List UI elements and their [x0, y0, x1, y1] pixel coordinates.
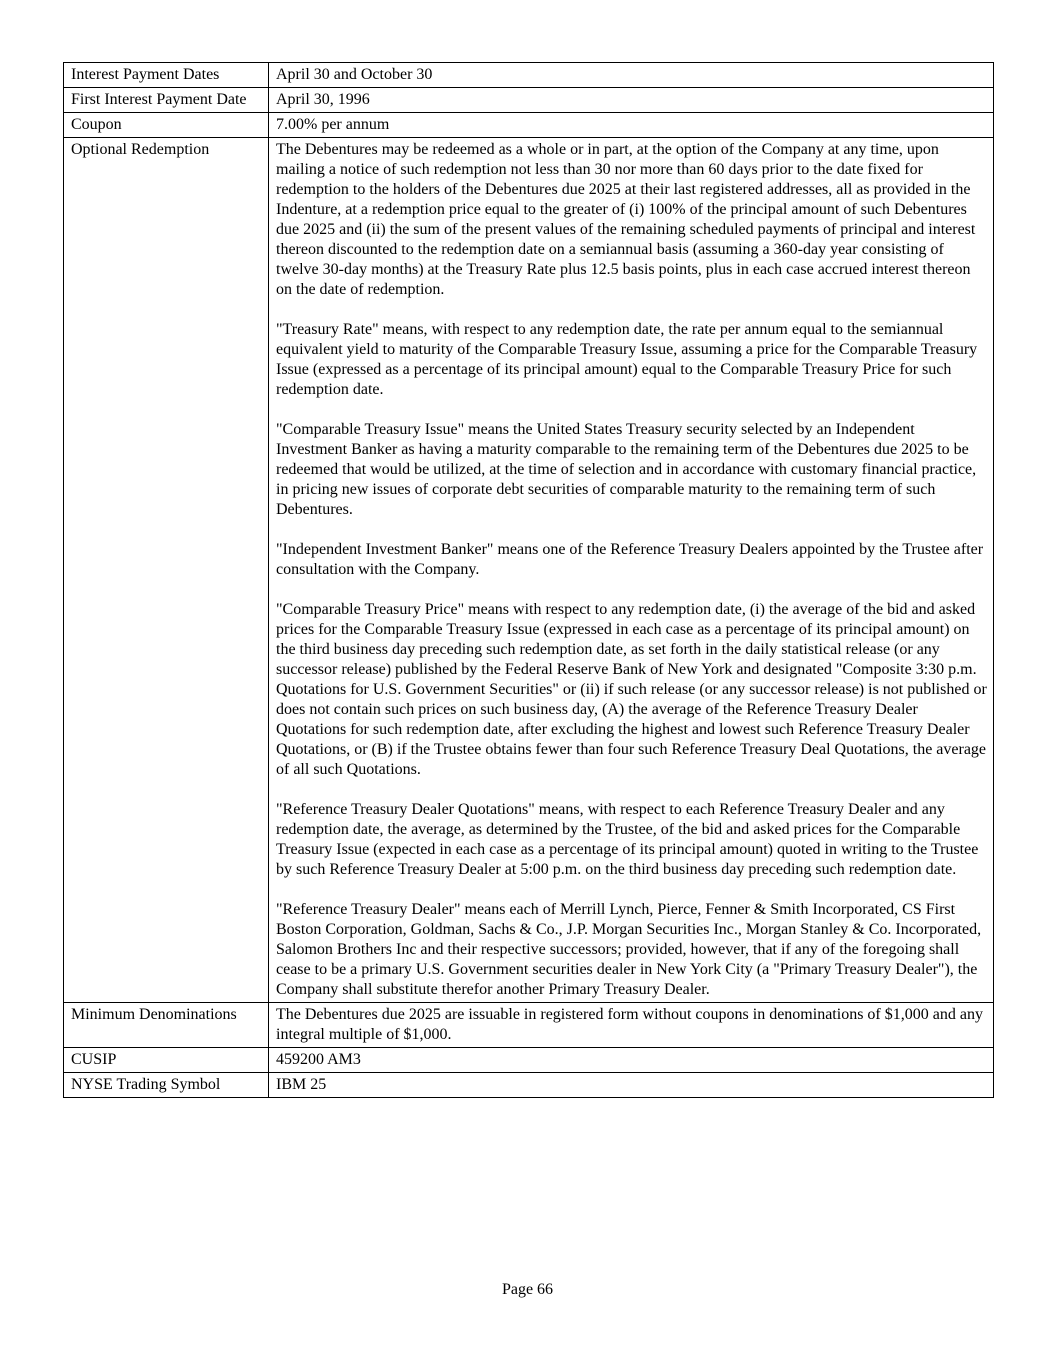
table-row-interest-payment-dates	[64, 63, 994, 88]
table-row-cusip	[64, 1048, 994, 1073]
treasury-rate-definition: "Treasury Rate" means, with respect to any redemption date, the rate per annum equal to the semiannual equivalent yield to maturity of the Comparable Treasury Issue, assuming a price for the Comparable Treasury Issue (expressed as a percentage of its principal amount) equal to the Comparable Treasury Price for such redemption date.	[276, 321, 978, 398]
table-row-optional-redemption	[64, 138, 994, 1003]
row-label: Interest Payment Dates	[64, 63, 269, 88]
table-row-first-interest-payment-date	[64, 88, 994, 113]
row-label: Minimum Denominations	[64, 1003, 269, 1048]
row-value: The Debentures due 2025 are issuable in registered form without coupons in denominations of $1,000 and any integral multiple of $1,000.	[269, 1003, 994, 1048]
row-label: NYSE Trading Symbol	[64, 1073, 269, 1098]
row-value: April 30 and October 30	[269, 63, 994, 88]
row-label: CUSIP	[64, 1048, 269, 1073]
page-number: Page 66	[501, 1281, 554, 1298]
table-row-coupon	[64, 113, 994, 138]
reference-treasury-dealer-quotations-definition: "Reference Treasury Dealer Quotations" means, with respect to each Reference Treasury Dealer and any redemption date, the average, as determined by the Trustee, of the bid and asked prices for the Comparable Treasury Issue (expected in each case as a percentage of its principal amount) quoted in writing to the Trustee by such Reference Treasury Dealer at 5:00 p.m. on the third business day preceding such redemption date.	[276, 801, 979, 878]
comparable-treasury-price-definition: "Comparable Treasury Price" means with respect to any redemption date, (i) the average of the bid and asked prices for the Comparable Treasury Issue (expressed in each case as a percentage of its principal amount) on the third business day preceding such redemption date, as set forth in the daily statistical release (or any successor release) published by the Federal Reserve Bank of New York and designated "Composite 3:30 p.m. Quotations for U.S. Government Securities" or (ii) if such release (or any successor release) is not published or does not contain such prices on such business day, (A) the average of the Reference Treasury Dealer Quotations for such redemption date, after excluding the highest and lowest such Reference Treasury Dealer Quotations, or (B) if the Trustee obtains fewer than four such Reference Treasury Deal Quotations, the average of all such Quotations.	[276, 601, 987, 778]
row-value: 459200 AM3	[269, 1048, 994, 1073]
row-value: IBM 25	[269, 1073, 994, 1098]
reference-treasury-dealer-definition: "Reference Treasury Dealer" means each of Merrill Lynch, Pierce, Fenner & Smith Incorporated, CS First Boston Corporation, Goldman, Sachs & Co., J.P. Morgan Securities Inc., Morgan Stanley & Co. Incorporated, Salomon Brothers Inc and their respective successors; provided, however, that if any of the foregoing shall cease to be a primary U.S. Government securities dealer in New York City (a "Primary Treasury Dealer"), the Company shall substitute therefor another Primary Treasury Dealer.	[276, 901, 982, 998]
table-row-nyse-trading-symbol	[64, 1073, 994, 1098]
row-label: Coupon	[64, 113, 269, 138]
row-value: April 30, 1996	[269, 88, 994, 113]
debenture-terms-table	[63, 62, 994, 1098]
row-value	[269, 138, 994, 1003]
optional-redemption-paragraph: The Debentures may be redeemed as a whole or in part, at the option of the Company at any time, upon mailing a notice of such redemption not less than 30 nor more than 60 days prior to the date fixed for redemption to the holders of the Debentures due 2025 at their last registered addresses, all as provided in the Indenture, at a redemption price equal to the greater of (i) 100% of the principal amount of such Debentures due 2025 and (ii) the sum of the present values of the remaining scheduled payments of principal and interest thereon discounted to the redemption date on a semiannual basis (assuming a 360-day year consisting of twelve 30-day months) at the Treasury Rate plus 12.5 basis points, plus in each case accrued interest thereon on the date of redemption.	[276, 141, 976, 298]
comparable-treasury-issue-definition: "Comparable Treasury Issue" means the United States Treasury security selected by an Independent Investment Banker as having a maturity comparable to the remaining term of the Debentures due 2025 to be redeemed that would be utilized, at the time of selection and in accordance with customary financial practice, in pricing new issues of corporate debt securities of comparable maturity to the remaining term of such Debentures.	[276, 421, 977, 518]
row-value: 7.00% per annum	[269, 113, 994, 138]
independent-investment-banker-definition: "Independent Investment Banker" means one of the Reference Treasury Dealers appointed by the Trustee after consultation with the Company.	[276, 541, 984, 578]
row-label: First Interest Payment Date	[64, 88, 269, 113]
row-label: Optional Redemption	[64, 138, 269, 1003]
table-row-minimum-denominations	[64, 1003, 994, 1048]
